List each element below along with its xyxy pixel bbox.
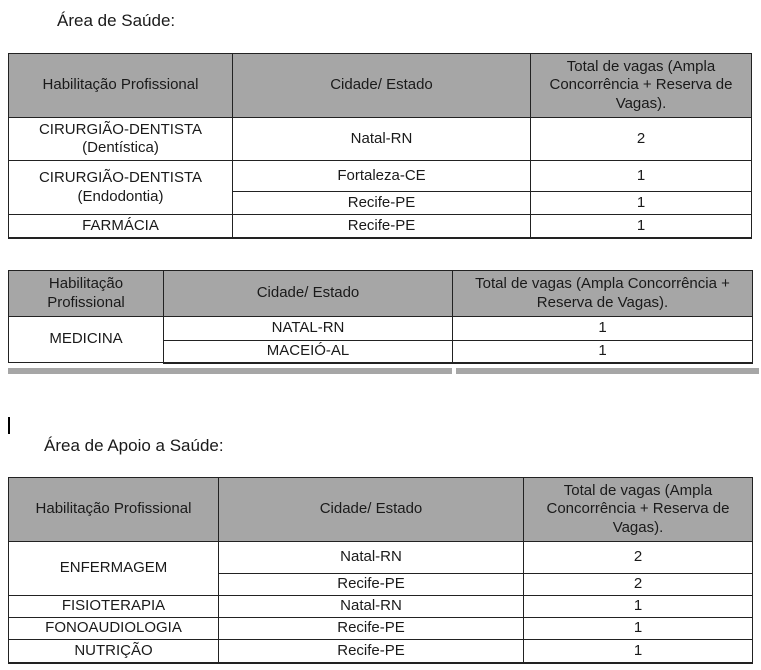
table-cell: MACEIÓ-AL bbox=[164, 341, 453, 363]
header-cell: Total de vagas (Ampla Concorrência + Reserva de Vagas). bbox=[524, 478, 753, 542]
table-cell: Recife-PE bbox=[219, 574, 524, 596]
table-cell: FARMÁCIA bbox=[9, 215, 233, 238]
table-row bbox=[9, 542, 753, 574]
table-row bbox=[9, 215, 752, 238]
header-cell: Total de vagas (Ampla Concorrência + Reserva de Vagas). bbox=[531, 54, 752, 118]
area-saude-heading: Área de Saúde: bbox=[57, 11, 176, 30]
table-row bbox=[9, 640, 753, 663]
header-cell: Habilitação Profissional bbox=[9, 271, 164, 317]
text-cursor bbox=[8, 417, 10, 434]
table-cell: Natal-RN bbox=[219, 542, 524, 574]
table-cell: 1 bbox=[531, 192, 752, 215]
header-cell: Cidade/ Estado bbox=[164, 271, 453, 317]
table-row bbox=[9, 596, 753, 618]
table-cell: CIRURGIÃO-DENTISTA (Dentística) bbox=[9, 118, 233, 161]
table-cell: 1 bbox=[524, 618, 753, 640]
table-cell: 1 bbox=[453, 317, 753, 341]
header-row bbox=[9, 54, 752, 118]
table-cell: Natal-RN bbox=[233, 118, 531, 161]
table-cell: CIRURGIÃO-DENTISTA (Endodontia) bbox=[9, 161, 233, 215]
table-cell: Recife-PE bbox=[219, 618, 524, 640]
table-row bbox=[9, 161, 752, 192]
table-cell: 1 bbox=[524, 596, 753, 618]
header-row bbox=[9, 478, 753, 542]
table-cell: Recife-PE bbox=[219, 640, 524, 663]
header-cell: Habilitação Profissional bbox=[9, 54, 233, 118]
table-row bbox=[9, 317, 753, 341]
header-cell: Cidade/ Estado bbox=[219, 478, 524, 542]
header-cell: Habilitação Profissional bbox=[9, 478, 219, 542]
partial-table-header-strip-right bbox=[456, 368, 759, 374]
table-cell: 1 bbox=[531, 161, 752, 192]
table-cell: ENFERMAGEM bbox=[9, 542, 219, 596]
table-cell: FONOAUDIOLOGIA bbox=[9, 618, 219, 640]
area-apoio-heading: Área de Apoio a Saúde: bbox=[44, 436, 224, 455]
area-apoio-table bbox=[8, 477, 753, 664]
table-cell: Recife-PE bbox=[233, 192, 531, 215]
table-cell: NATAL-RN bbox=[164, 317, 453, 341]
header-cell: Total de vagas (Ampla Concorrência + Reserva de Vagas). bbox=[453, 271, 753, 317]
table-row bbox=[9, 618, 753, 640]
table-cell: Fortaleza-CE bbox=[233, 161, 531, 192]
table-row bbox=[9, 118, 752, 161]
table-cell: MEDICINA bbox=[9, 317, 164, 363]
table-cell: 1 bbox=[453, 341, 753, 363]
header-cell: Cidade/ Estado bbox=[233, 54, 531, 118]
table-cell: 2 bbox=[531, 118, 752, 161]
table-cell: Recife-PE bbox=[233, 215, 531, 238]
table-cell: NUTRIÇÃO bbox=[9, 640, 219, 663]
table-cell: 1 bbox=[531, 215, 752, 238]
table-cell: 2 bbox=[524, 542, 753, 574]
medicina-table bbox=[8, 270, 753, 364]
table-cell: 2 bbox=[524, 574, 753, 596]
table-cell: FISIOTERAPIA bbox=[9, 596, 219, 618]
table-cell: 1 bbox=[524, 640, 753, 663]
partial-table-header-strip-left bbox=[8, 368, 452, 374]
table-cell: Natal-RN bbox=[219, 596, 524, 618]
area-saude-table bbox=[8, 53, 752, 239]
header-row bbox=[9, 271, 753, 317]
